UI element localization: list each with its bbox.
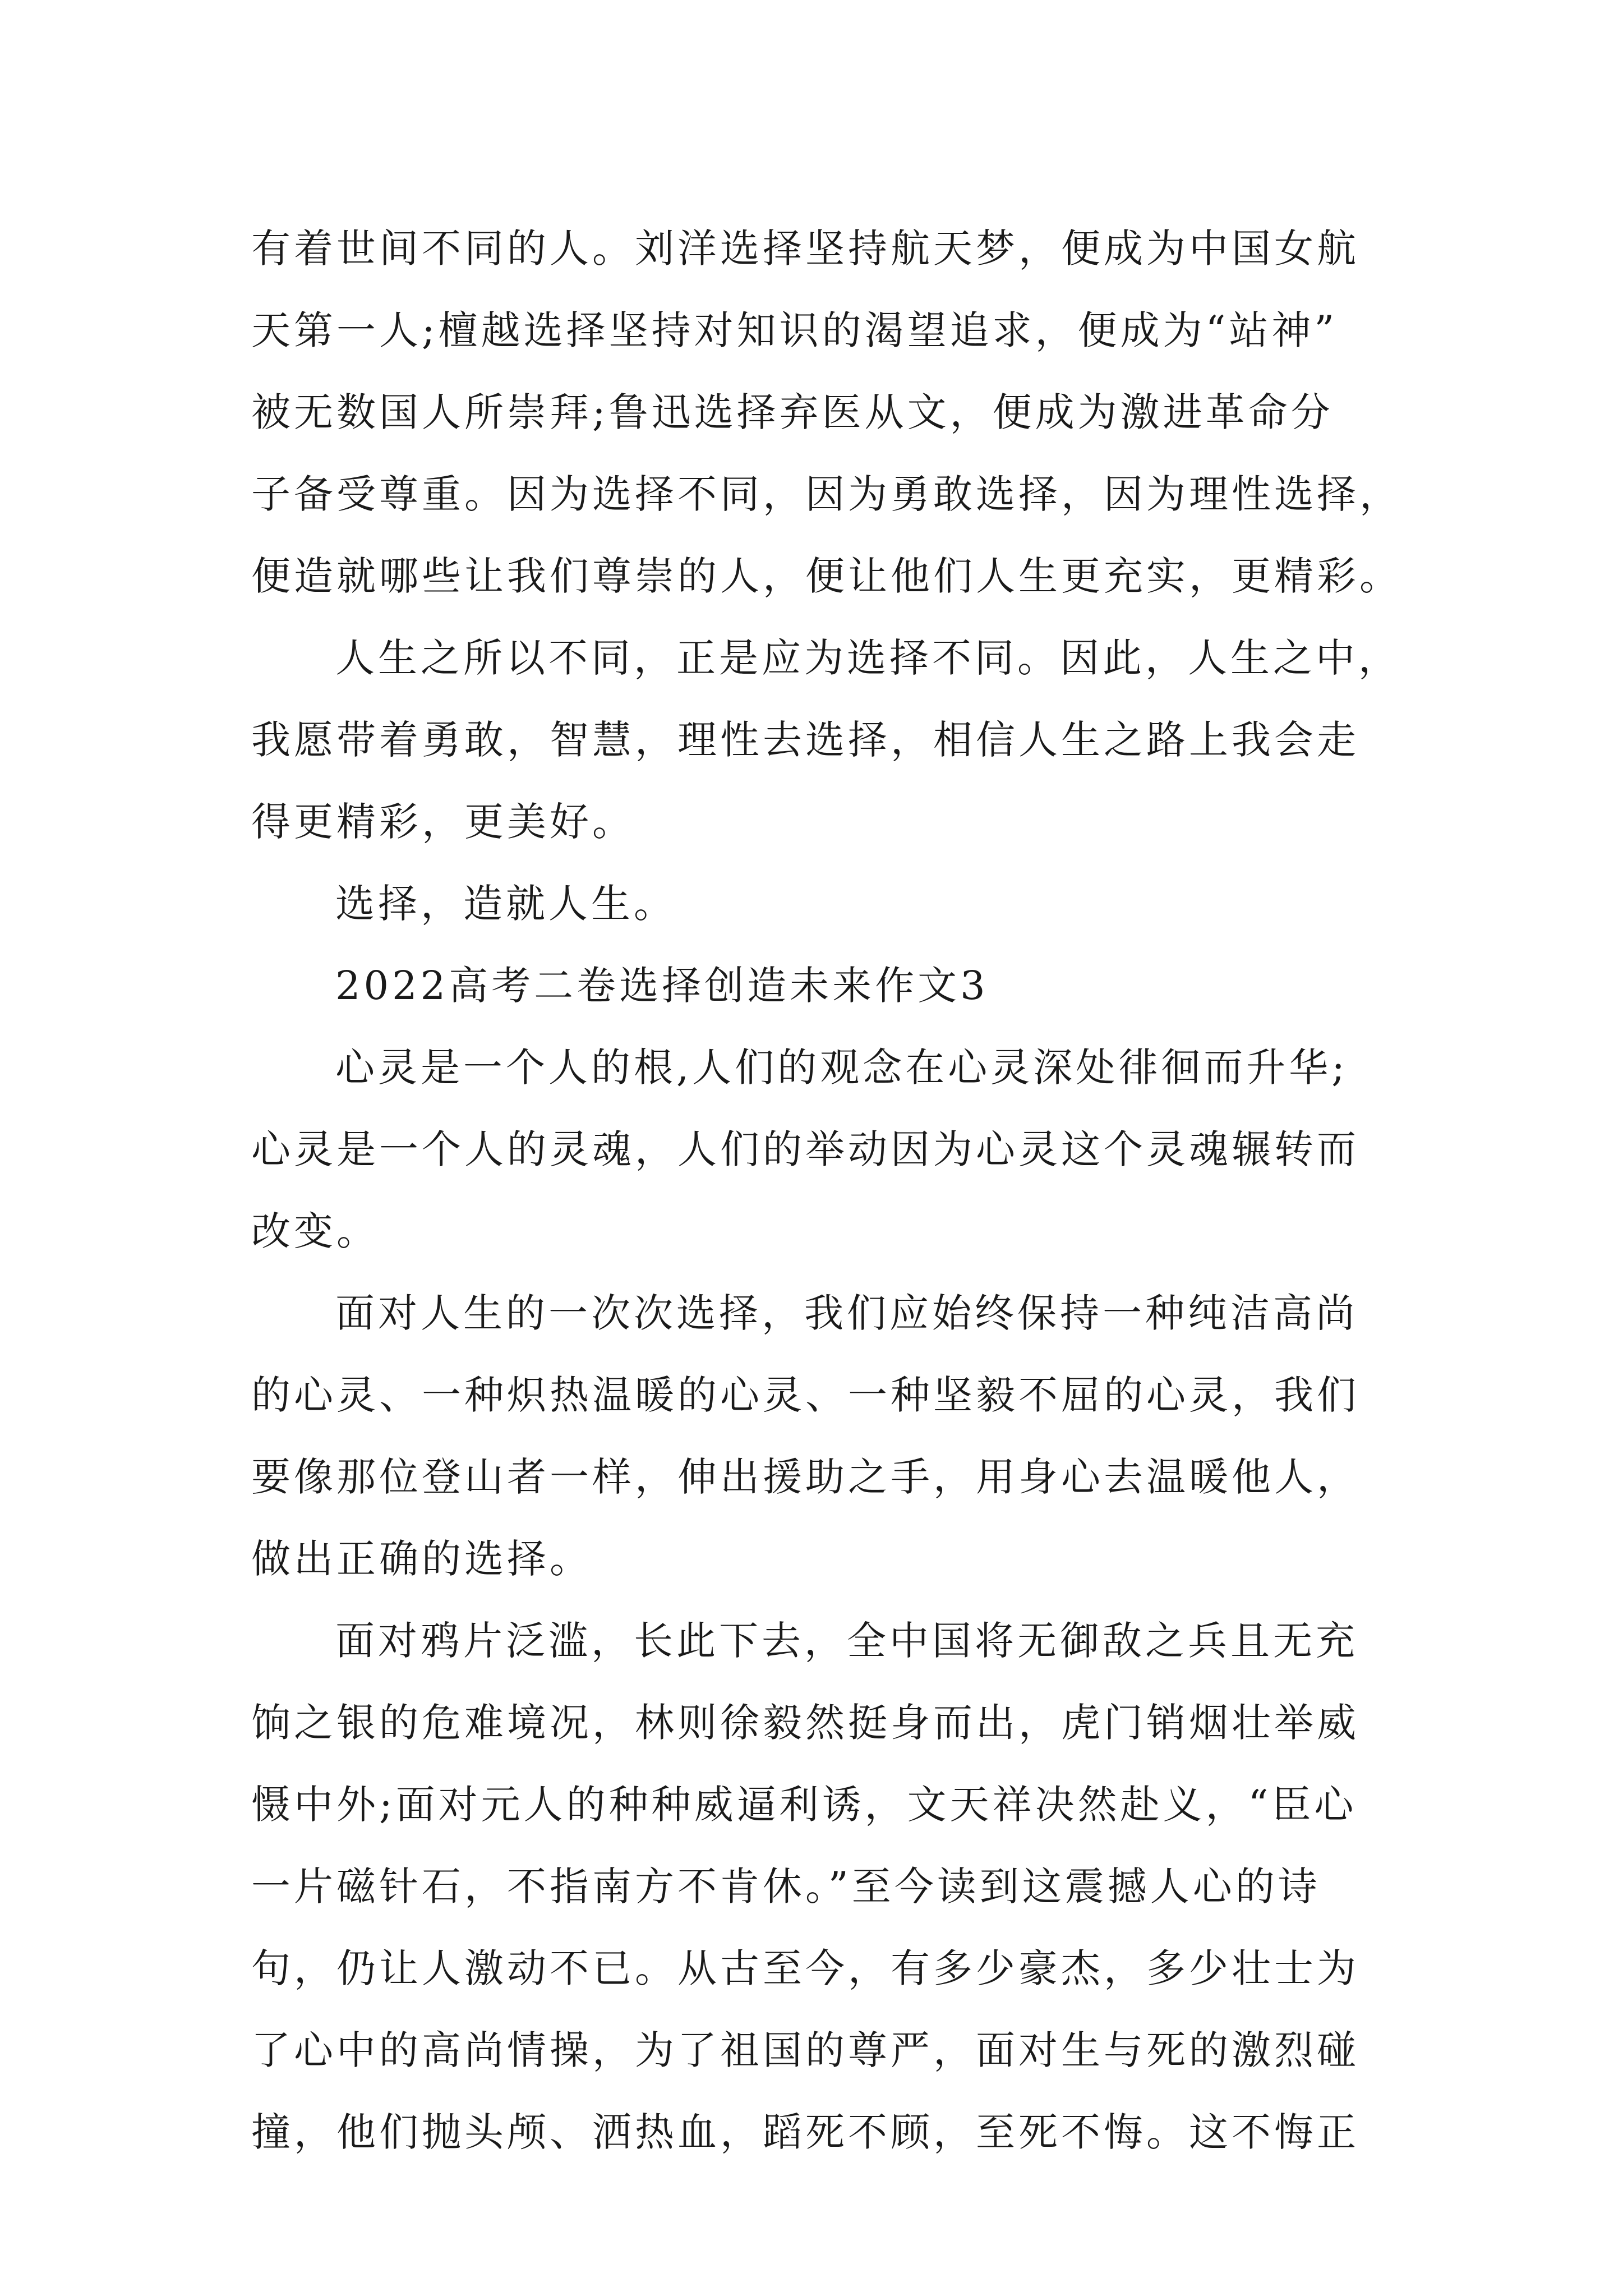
text-line: 句，仍让人激动不已。从古至今，有多少豪杰，多少壮士为 (251, 1945, 1359, 1991)
text-line: 改变。 (251, 1208, 379, 1254)
text-line: 得更精彩，更美好。 (251, 799, 635, 845)
paragraph-first-line: 心灵是一个人的根,人们的观念在心灵深处徘徊而升华; (335, 1045, 1348, 1091)
paragraph-first-line: 选择，造就人生。 (335, 881, 676, 927)
text-line: 一片磁针石，不指南方不肯休。”至今读到这震撼人心的诗 (251, 1864, 1321, 1910)
text-line: 有着世间不同的人。刘洋选择坚持航天梦，便成为中国女航 (251, 226, 1359, 272)
paragraph-first-line: 面对鸦片泛滥，长此下去，全中国将无御敌之兵且无充 (335, 1618, 1358, 1664)
text-line: 了心中的高尚情操，为了祖国的尊严，面对生与死的激烈碰 (251, 2027, 1359, 2073)
text-line: 便造就哪些让我们尊崇的人，便让他们人生更充实，更精彩。 (251, 553, 1402, 599)
section-heading: 2022高考二卷选择创造未来作文3 (335, 963, 989, 1009)
text-line: 饷之银的危难境况，林则徐毅然挺身而出，虎门销烟壮举威 (251, 1700, 1359, 1746)
text-line: 我愿带着勇敢，智慧，理性去选择，相信人生之路上我会走 (251, 717, 1359, 763)
text-line: 心灵是一个人的灵魂，人们的举动因为心灵这个灵魂辗转而 (251, 1126, 1359, 1172)
text-line: 要像那位登山者一样，伸出援助之手，用身心去温暖他人， (251, 1454, 1359, 1500)
text-line: 子备受尊重。因为选择不同，因为勇敢选择，因为理性选择， (251, 471, 1402, 517)
document-body (251, 208, 1402, 2173)
text-line: 撞，他们抛头颅、洒热血，蹈死不顾，至死不悔。这不悔正 (251, 2109, 1359, 2155)
text-line: 的心灵、一种炽热温暖的心灵、一种坚毅不屈的心灵，我们 (251, 1372, 1359, 1418)
text-line: 慑中外;面对元人的种种威逼利诱，文天祥决然赴义，“臣心 (251, 1782, 1357, 1828)
paragraph-first-line: 面对人生的一次次选择，我们应始终保持一种纯洁高尚 (335, 1290, 1358, 1336)
paragraph-first-line: 人生之所以不同，正是应为选择不同。因此，人生之中， (335, 635, 1401, 681)
text-line: 天第一人;檀越选择坚持对知识的渴望追求，便成为“站神” (251, 307, 1338, 353)
text-line: 做出正确的选择。 (251, 1536, 592, 1582)
text-line: 被无数国人所崇拜;鲁迅选择弃医从文，便成为激进革命分 (251, 389, 1334, 435)
